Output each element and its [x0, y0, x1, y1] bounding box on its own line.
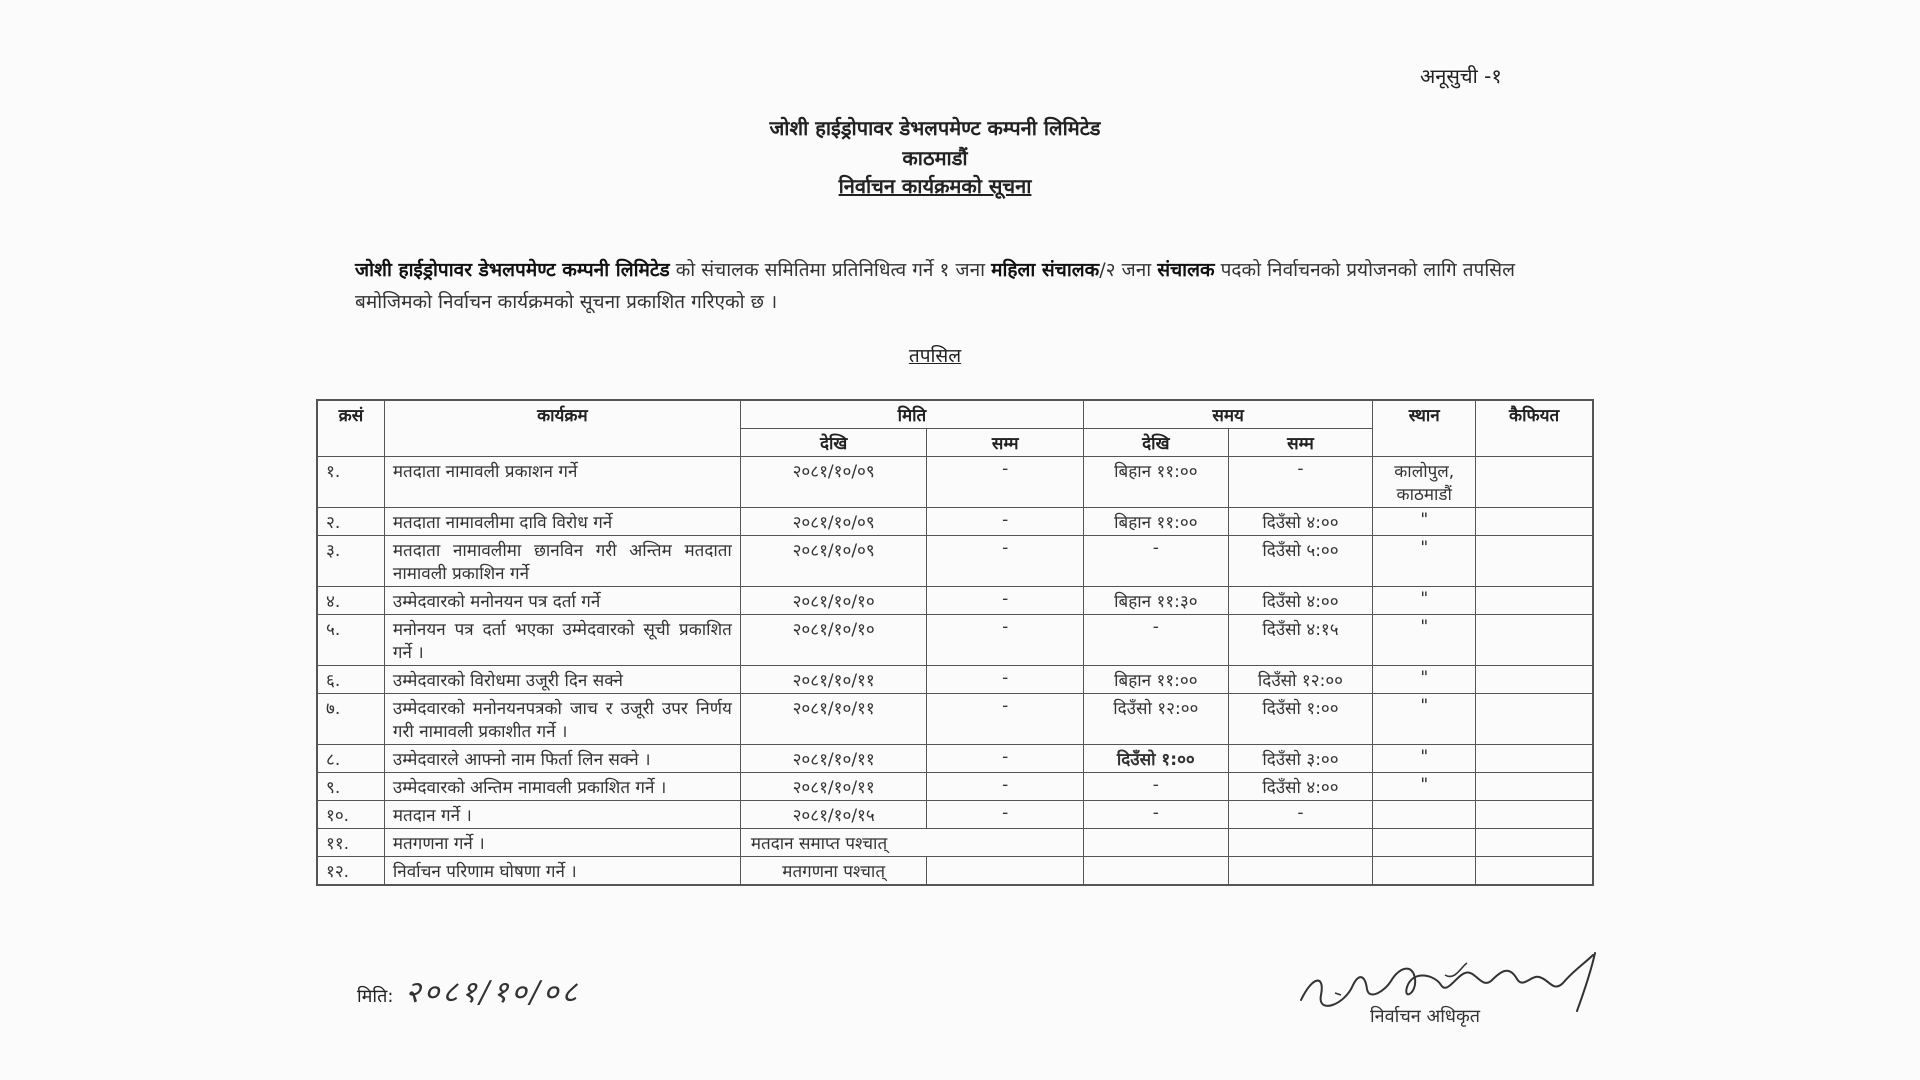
row-program: मतगणना गर्ने । [384, 829, 740, 857]
row-remarks [1476, 773, 1593, 801]
row-date-to: - [927, 666, 1084, 694]
row-time-to: दिउँसो १:०० [1228, 694, 1373, 745]
row-remarks [1476, 801, 1593, 829]
row-date-from: २०८१/१०/११ [740, 694, 927, 745]
row-time-to: दिउँसो ५:०० [1228, 536, 1373, 587]
row-date-to: - [927, 615, 1084, 666]
table-row [317, 829, 1593, 857]
table-row [317, 615, 1593, 666]
row-date-to: - [927, 694, 1084, 745]
row-place [1373, 801, 1476, 829]
row-program: उम्मेदवारको विरोधमा उजूरी दिन सक्ने [384, 666, 740, 694]
header-time-to: सम्म [1228, 429, 1373, 457]
row-time-to: दिउँसो ३:०० [1228, 745, 1373, 773]
date-label: मिति: [357, 986, 394, 1007]
row-date-to: - [927, 587, 1084, 615]
tapsil-text: तपसिल [908, 345, 962, 367]
row-place: कालोपुल, काठमाडौं [1373, 457, 1476, 508]
row-remarks [1476, 745, 1593, 773]
row-remarks [1476, 615, 1593, 666]
row-program: मनोनयन पत्र दर्ता भएका उम्मेदवारको सूची प्रकाशित गर्ने । [384, 615, 740, 666]
intro-company: जोशी हाईड्रोपावर डेभलपमेण्ट कम्पनी लिमिटेड [355, 259, 670, 281]
row-no: १. [317, 457, 384, 508]
row-remarks [1476, 829, 1593, 857]
row-time-to: दिउँसो ४:०० [1228, 773, 1373, 801]
row-no: ७. [317, 694, 384, 745]
row-date-to: - [927, 457, 1084, 508]
row-program: निर्वाचन परिणाम घोषणा गर्ने । [384, 857, 740, 886]
row-place [1373, 857, 1476, 886]
row-date-from: २०८१/१०/११ [740, 773, 927, 801]
intro-text-3: /२ जना [1099, 259, 1158, 281]
row-date-to: - [927, 801, 1084, 829]
row-remarks [1476, 536, 1593, 587]
row-remarks [1476, 457, 1593, 508]
row-no: २. [317, 508, 384, 536]
row-program: उम्मेदवारको मनोनयन पत्र दर्ता गर्ने [384, 587, 740, 615]
intro-bold-4: संचालक [1157, 259, 1215, 281]
row-date-from: २०८१/१०/११ [740, 745, 927, 773]
row-place: " [1373, 773, 1476, 801]
row-program: मतदाता नामावली प्रकाशन गर्ने [384, 457, 740, 508]
row-program: उम्मेदवारको मनोनयनपत्रको जाच र उजूरी उपर निर्णय गरी नामावली प्रकाशीत गर्ने । [384, 694, 740, 745]
header-date-to: सम्म [927, 429, 1084, 457]
row-program: मतदाता नामावलीमा दावि विरोध गर्ने [384, 508, 740, 536]
table-row [317, 745, 1593, 773]
row-no: ११. [317, 829, 384, 857]
header-remarks: कैफियत [1476, 400, 1593, 457]
header-time-from: देखि [1084, 429, 1229, 457]
table-row [317, 536, 1593, 587]
table-row [317, 857, 1593, 886]
row-time-to: दिउँसो १२:०० [1228, 666, 1373, 694]
row-place: " [1373, 745, 1476, 773]
annex-label: अनूसुची -१ [1420, 64, 1502, 88]
row-no: ३. [317, 536, 384, 587]
row-date-to-empty [927, 857, 1084, 886]
row-time-to: दिउँसो ४:१५ [1228, 615, 1373, 666]
row-date-from: २०८१/१०/११ [740, 666, 927, 694]
table-row [317, 587, 1593, 615]
row-time-from: बिहान ११:०० [1084, 666, 1229, 694]
row-date-to: - [927, 745, 1084, 773]
table-row [317, 666, 1593, 694]
row-time-from: बिहान ११:०० [1084, 457, 1229, 508]
row-place [1373, 829, 1476, 857]
row-date-to: - [927, 536, 1084, 587]
row-place: " [1373, 666, 1476, 694]
row-date-to: - [927, 508, 1084, 536]
intro-bold-2: महिला संचालक [991, 259, 1100, 281]
row-time-from: दिउँसो १२:०० [1084, 694, 1229, 745]
row-date-to: - [927, 773, 1084, 801]
row-place: " [1373, 536, 1476, 587]
row-no: ४. [317, 587, 384, 615]
row-remarks [1476, 508, 1593, 536]
row-place: " [1373, 694, 1476, 745]
table-row [317, 457, 1593, 508]
row-no: ६. [317, 666, 384, 694]
schedule-table [316, 399, 1594, 886]
row-time-to [1228, 829, 1373, 857]
table-row [317, 694, 1593, 745]
row-date-from: २०८१/१०/१० [740, 615, 927, 666]
table-row [317, 508, 1593, 536]
row-remarks [1476, 857, 1593, 886]
row-date-from: २०८१/१०/०९ [740, 457, 927, 508]
row-remarks [1476, 694, 1593, 745]
date-handwritten: २०८१/१०/०८ [405, 975, 581, 1010]
header-row-1 [317, 400, 1593, 429]
header-no: क्रसं [317, 400, 384, 457]
row-time-to [1228, 857, 1373, 886]
row-program: उम्मेदवारले आफ्नो नाम फिर्ता लिन सक्ने । [384, 745, 740, 773]
row-place: " [1373, 615, 1476, 666]
row-no: १०. [317, 801, 384, 829]
date-line [357, 970, 580, 1011]
intro-paragraph [355, 254, 1515, 318]
row-program: मतदान गर्ने । [384, 801, 740, 829]
row-no: ८. [317, 745, 384, 773]
row-time-from: - [1084, 773, 1229, 801]
intro-text-1: को संचालक समितिमा प्रतिनिधित्व गर्ने १ जना [669, 259, 992, 281]
table-row [317, 801, 1593, 829]
header-date-from: देखि [740, 429, 927, 457]
row-date-from: २०८१/१०/०९ [740, 536, 927, 587]
row-no: ५. [317, 615, 384, 666]
row-time-from [1084, 857, 1229, 886]
row-time-to: - [1228, 457, 1373, 508]
row-time-from: दिउँसो १:०० [1084, 745, 1229, 773]
row-date-from: २०८१/१०/१५ [740, 801, 927, 829]
row-date-merged: मतगणना पश्चात् [740, 857, 927, 886]
row-time-from [1084, 829, 1229, 857]
row-remarks [1476, 666, 1593, 694]
city-name: काठमाडौं [902, 146, 968, 170]
header-program: कार्यक्रम [384, 400, 740, 457]
notice-title [0, 172, 1870, 199]
row-date-from: २०८१/१०/१० [740, 587, 927, 615]
officer-title: निर्वाचन अधिकृत [1370, 1006, 1481, 1027]
row-time-from: बिहान ११:३० [1084, 587, 1229, 615]
header-date: मिति [740, 400, 1083, 429]
table-row [317, 773, 1593, 801]
header-time: समय [1084, 400, 1373, 429]
header-place: स्थान [1373, 400, 1476, 457]
row-time-from: - [1084, 615, 1229, 666]
row-remarks [1476, 587, 1593, 615]
company-name: जोशी हाईड्रोपावर डेभलपमेण्ट कम्पनी लिमिटेड [769, 116, 1101, 140]
row-time-to: - [1228, 801, 1373, 829]
row-time-to: दिउँसो ४:०० [1228, 587, 1373, 615]
row-no: १२. [317, 857, 384, 886]
row-time-from: - [1084, 536, 1229, 587]
row-time-to: दिउँसो ४:०० [1228, 508, 1373, 536]
row-no: ९. [317, 773, 384, 801]
row-place: " [1373, 508, 1476, 536]
notice-title-text: निर्वाचन कार्यक्रमको सूचना [838, 174, 1032, 198]
intro-text-5: पदको निर्वाचनको प्रयोजनको लागि तपसिल बमोजिमको निर्वाचन कार्यक्रमको सूचना प्रकाशित गरिएको छ । [355, 259, 1515, 313]
row-program: उम्मेदवारको अन्तिम नामावली प्रकाशित गर्ने । [384, 773, 740, 801]
row-time-from: - [1084, 801, 1229, 829]
row-time-from: बिहान ११:०० [1084, 508, 1229, 536]
row-date-from: २०८१/१०/०९ [740, 508, 927, 536]
tapsil-heading [0, 342, 1870, 368]
row-date-merged: मतदान समाप्त पश्चात् [740, 829, 1083, 857]
row-program: मतदाता नामावलीमा छानविन गरी अन्तिम मतदाता नामावली प्रकाशिन गर्ने [384, 536, 740, 587]
row-place: " [1373, 587, 1476, 615]
